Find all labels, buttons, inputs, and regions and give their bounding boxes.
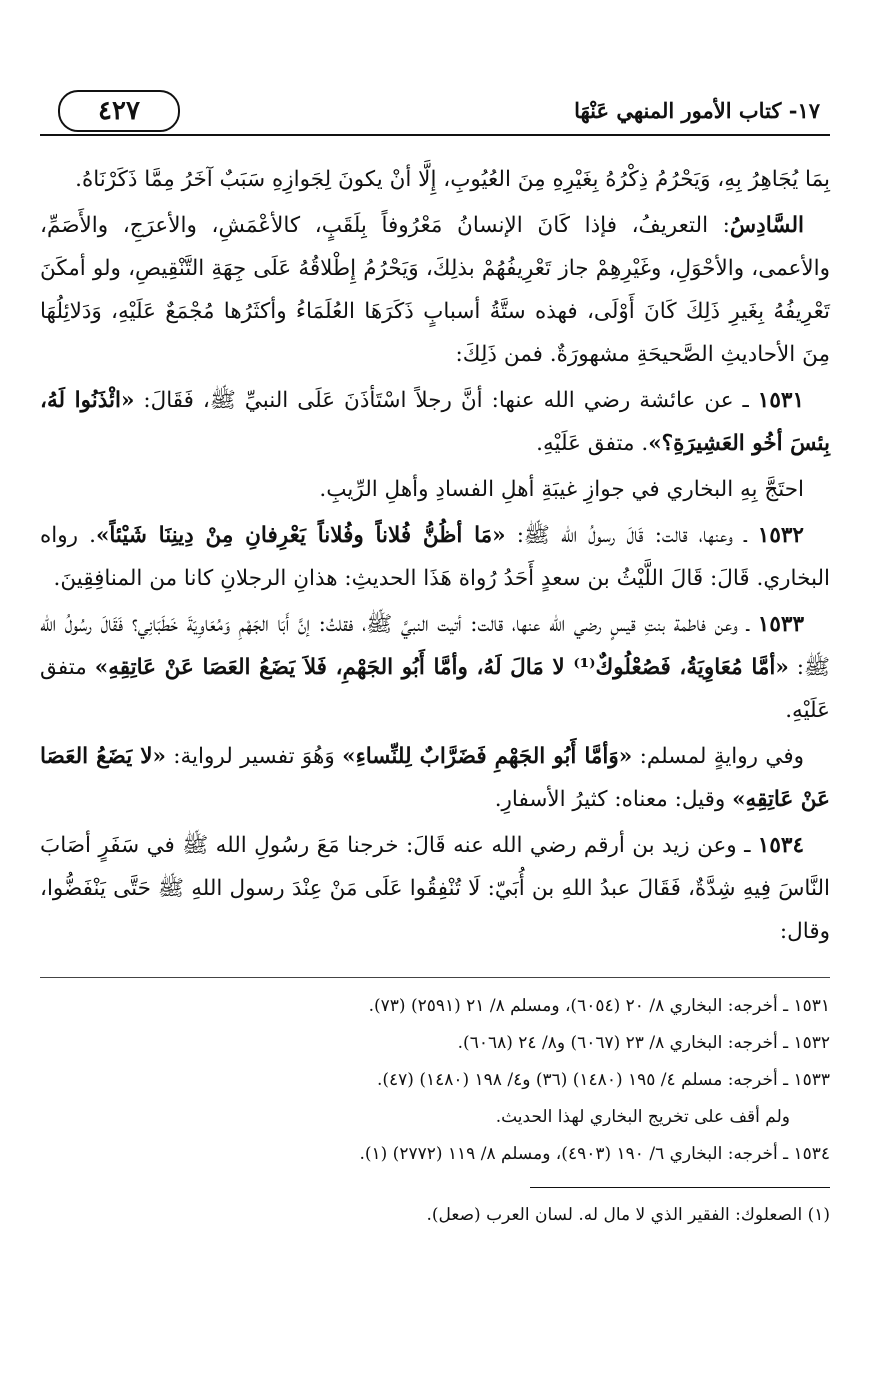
footnote-1531: ١٥٣١ ـ أخرجه: البخاري ٨/ ٢٠ (٦٠٥٤)، ومسلم ٨/ ٢١ (٢٥٩١) (٧٣). xyxy=(368,996,830,1016)
narration-mid: وَهُوَ تفسير لرواية: xyxy=(165,744,343,769)
hadith-intro: ـ عن عائشة رضي الله عنها: أنَّ رجلاً اسْتَأذَنَ عَلَى النبيِّ ﷺ، فَقَالَ: xyxy=(134,388,758,413)
paragraph-continuation xyxy=(40,158,830,201)
hadith-text: ـ وعن زيد بن أرقم رضي الله عنه قَالَ: خرجنا مَعَ رسُولِ الله ﷺ في سَفَرٍ أصَابَ النَّاسَ فِيهِ شِدَّةٌ، فَقَالَ عبدُ اللهِ بن أُبَيّ: لَا تُنْفِقُوا عَلَى مَنْ عِنْدَ رسول اللهِ ﷺ حَتَّى يَنْفَضُّوا، وقال: xyxy=(40,833,830,944)
hadith-quote: «وَأمَّا أَبُو الجَهْمِ فَضَرَّابٌ لِلنِّساءِ» xyxy=(342,744,633,769)
hadith-quote: «مَا أظُنُّ فُلاناً وفُلاناً يَعْرِفانِ مِنْ دِينِنَا شَيْئاً» xyxy=(95,523,506,548)
hadith-1533 xyxy=(40,603,830,732)
paragraph-text: : التعريفُ، فإذا كَانَ الإنسانُ مَعْرُوفاً بِلَقَبٍ، كالأعْمَشِ، والأعرَجِ، والأَصَمِّ، والأعمى، والأحْوَلِ، وغَيْرِهِمْ جاز تَعْرِيفُهُمْ بذلِكَ، وَيَحْرُمُ إِطْلاقُهُ عَلَى جِهَةِ التَّنْقِيصِ، ولو أمكَنَ تَعْرِيفُهُ بِغَيرِ ذَلِكَ كَانَ أَوْلَى، فهذه ستَّةُ أسبابٍ ذَكَرَهَا العُلَمَاءُ وأكثَرُها مُجْمَعٌ عَلَيْهِ، وَدَلائِلُهَا مِنَ الأحاديثِ الصَّحيحَةِ مشهورَةٌ. فمن ذَلِكَ: xyxy=(40,213,830,367)
footnote-1534: ١٥٣٤ ـ أخرجه: البخاري ٦/ ١٩٠ (٤٩٠٣)، ومسلم ٨/ ١١٩ (٢٧٧٢) (١). xyxy=(359,1144,830,1164)
hadith-quote: «لا يَضَعُ العَصَا عَنْ عَاتِقِهِ» xyxy=(40,744,830,812)
hadith-number: ١٥٣٤ xyxy=(757,833,804,858)
book-page xyxy=(40,88,830,1232)
paragraph-sixth-reason xyxy=(40,204,830,376)
paragraph-text: بِمَا يُجَاهِرُ بِهِ، وَيَحْرُمُ ذِكْرُهُ بِغَيْرِهِ مِنَ العُيُوبِ، إِلَّا أنْ يكونَ لِجَوازِهِ سَبَبٌ آخَرُ مِمَّا ذَكَرْنَاهُ. xyxy=(75,167,830,192)
muslim-narration xyxy=(40,735,830,821)
paragraph-bukhari-note xyxy=(40,468,830,511)
paragraph-text: احتَجَّ بِهِ البخاري في جوازِ غيبَةِ أهلِ الفسادِ وأهلِ الرِّيبِ. xyxy=(319,477,804,502)
footnote-1533-note: ولم أقف على تخريج البخاري لهذا الحديث. xyxy=(495,1107,790,1127)
hadith-1531 xyxy=(40,379,830,465)
hadith-intro: ـ وعنها، قالت: قَالَ رسولُ الله ﷺ: xyxy=(505,523,758,548)
hadith-number: ١٥٣٣ xyxy=(757,612,804,637)
hadith-quote: «أمَّا مُعَاوِيَةُ، فَصُعْلُوكٌ⁽¹⁾ لا مَالَ لَهُ، وأمَّا أَبُو الجَهْمِ، فَلاَ يَضَعُ العَصَا عَنْ عَاتِقِهِ» xyxy=(94,655,789,680)
section-lead: السَّادِسُ xyxy=(729,213,804,238)
narration-end: وقيل: معناه: كثيرُ الأسفارِ. xyxy=(494,787,733,812)
chapter-title: ١٧- كتاب الأمور المنهي عَنْهَا xyxy=(574,98,820,123)
hadith-1532 xyxy=(40,514,830,600)
footnotes xyxy=(40,977,830,1232)
page-header xyxy=(40,88,830,136)
footnote-divider xyxy=(530,1187,830,1188)
footnote-note-1: (١) الصعلوك: الفقير الذي لا مال له. لسان العرب (صعل). xyxy=(426,1205,830,1225)
hadith-intro: ـ وعن فاطمة بنتِ قيسٍ رضي الله عنها، قالت: أتيت النبيَّ ﷺ، فقلتُ: إنَّ أَبَا الجَهْمِ وَمُعَاوِيَةَ خَطَبَانِي؟ فَقَالَ رسُولُ الله ﷺ: xyxy=(40,612,830,680)
footnote-1532: ١٥٣٢ ـ أخرجه: البخاري ٨/ ٢٣ (٦٠٦٧) و٨/ ٢٤ (٦٠٦٨). xyxy=(457,1033,830,1053)
hadith-number: ١٥٣٢ xyxy=(757,523,804,548)
hadith-1534 xyxy=(40,824,830,953)
hadith-source: . متفق عَلَيْهِ. xyxy=(536,431,649,456)
hadith-number: ١٥٣١ xyxy=(757,388,804,413)
page-body xyxy=(40,158,830,953)
page-number-badge: ٤٢٧ xyxy=(58,90,180,132)
narration-intro: وفي روايةٍ لمسلم: xyxy=(632,744,804,769)
hadith-quote: «ائْذَنُوا لَهُ، بِئسَ أخُو العَشِيرَةِ؟» xyxy=(40,388,830,456)
hadith-source: متفق عَلَيْهِ. xyxy=(40,655,830,723)
footnote-1533: ١٥٣٣ ـ أخرجه: مسلم ٤/ ١٩٥ (١٤٨٠) (٣٦) و٤/ ١٩٨ (١٤٨٠) (٤٧). xyxy=(376,1070,830,1090)
hadith-source: . رواه البخاري. قَالَ: قَالَ اللَّيْثُ بن سعدٍ أَحَدُ رُواة هَذَا الحديثِ: هذانِ الرجلانِ كانا من المنافِقِينَ. xyxy=(40,523,830,591)
